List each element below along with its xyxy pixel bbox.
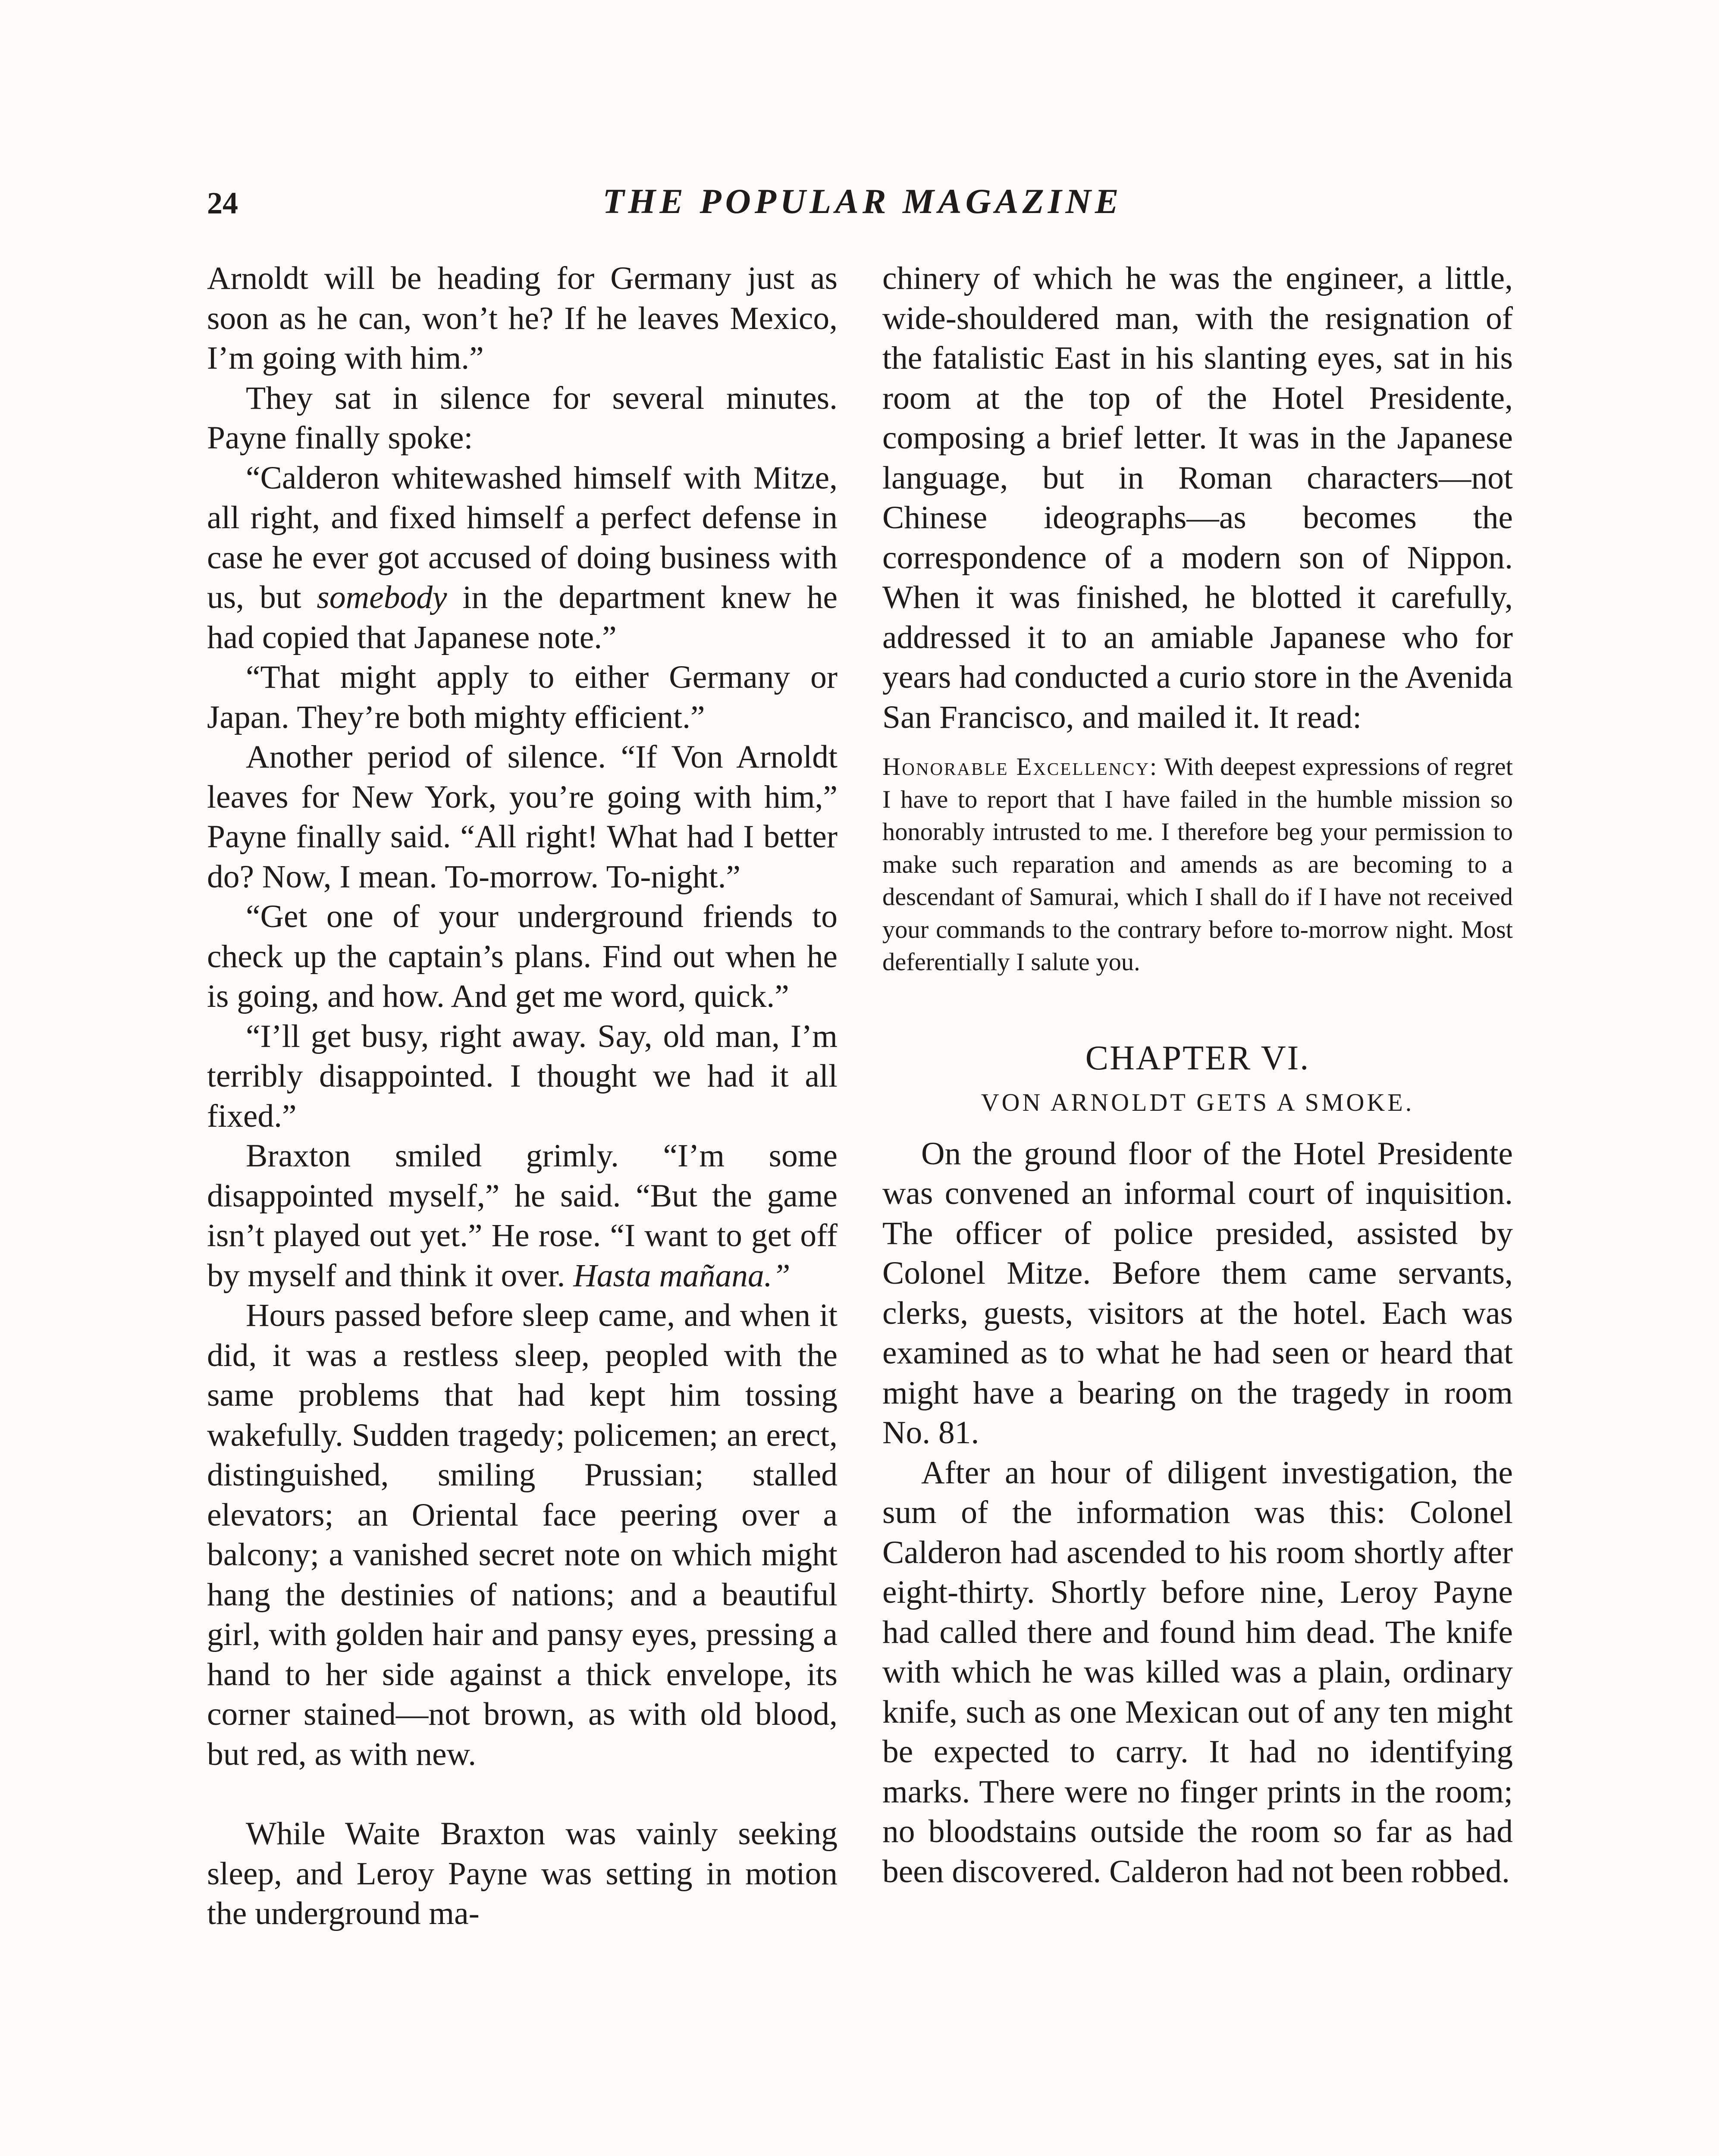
text-run: “Calderon whitewashed himself with Mitze, all right, and fixed himself a perfect defense in case he ever got accused of doing business with us, but	[207, 460, 838, 615]
letter-body: With deepest expressions of regret I have to report that I have failed in the humble mission so honorably intrusted to me. I therefore beg your permission to make such reparation and amends as are becoming to a descendant of Samurai, which I shall do if I have not received your commands to the contrary before to-morrow night. Most deferentially I salute you.	[882, 752, 1513, 976]
text-run: in the department knew he had copied that Japanese note.”	[207, 580, 838, 655]
text-run: Braxton smiled grimly. “I’m some disappointed myself,” he said. “But the game isn’t played out yet.” He rose. “I want to get off by myself and think it over.	[207, 1138, 838, 1294]
paragraph: “I’ll get busy, right away. Say, old man, I’m terribly disappointed. I thought we had it all fixed.”	[207, 1018, 838, 1134]
chapter-title: CHAPTER VI.	[1085, 1039, 1310, 1077]
paragraph: Arnoldt will be heading for Germany just as soon as he can, won’t he? If he leaves Mexico, I’m going with him.”	[207, 260, 838, 376]
quoted-letter	[882, 750, 1513, 978]
paragraph: While Waite Braxton was vainly seeking sleep, and Leroy Payne was setting in motion the underground ma-	[207, 1816, 838, 1931]
emphasis-text: somebody	[317, 580, 447, 615]
paragraph: Hours passed before sleep came, and when it did, it was a restless sleep, peopled with the same problems that had kept him tossing wakefully. Sudden tragedy; policemen; an erect, distinguished, smiling Prussian; stalled elevators; an Oriental face peering over a balcony; a vanished secret note on which might hang the destinies of nations; and a beautiful girl, with golden hair and pansy eyes, pressing a hand to her side against a thick envelope, its corner stained—not brown, as with old blood, but red, as with new.	[207, 1297, 838, 1772]
page-header	[207, 181, 1518, 237]
paragraph: They sat in silence for several minutes. Payne finally spoke:	[207, 380, 838, 456]
paragraph: chinery of which he was the engineer, a little, wide-shouldered man, with the resignation of the fatalistic East in his slanting eyes, sat in his room at the top of the Hotel Presidente, composing a brief letter. It was in the Japanese language, but in Roman characters—not Chinese ideographs—as becomes the correspondence of a modern son of Nippon. When it was finished, he blotted it carefully, addressed it to an amiable Japanese who for years had conducted a curio store in the Avenida San Francisco, and mailed it. It read:	[882, 260, 1513, 735]
paragraph	[207, 458, 838, 658]
paragraph: Another period of silence. “If Von Arnoldt leaves for New York, you’re going with him,” Payne finally said. “All right! What had I better do? Now, I mean. To-morrow. To-night.”	[207, 739, 838, 895]
page-number: 24	[207, 186, 238, 220]
paragraph: “That might apply to either Germany or Japan. They’re both mighty efficient.”	[207, 659, 838, 735]
letter-salutation: Honorable Excellency:	[882, 752, 1158, 780]
chapter-subtitle: VON ARNOLDT GETS A SMOKE.	[981, 1088, 1415, 1116]
running-title: THE POPULAR MAGAZINE	[602, 182, 1123, 221]
right-column	[882, 259, 1513, 1892]
paragraph	[207, 1136, 838, 1296]
paragraph: On the ground floor of the Hotel Presidente was convened an informal court of inquisition. The officer of police presided, assisted by Colonel Mitze. Before them came servants, clerks, guests, visitors at the hotel. Each was examined as to what he had seen or heard that might have a bearing on the tragedy in room No. 81.	[882, 1135, 1513, 1451]
emphasis-text: Hasta mañana.”	[573, 1257, 790, 1294]
left-column	[207, 259, 838, 1934]
paragraph: “Get one of your underground friends to check up the captain’s plans. Find out when he is going, and how. And get me word, quick.”	[207, 899, 838, 1014]
paragraph: After an hour of diligent investigation, the sum of the information was this: Colonel Calderon had ascended to his room shortly after eight-thirty. Shortly before nine, Leroy Payne had called there and found him dead. The knife with which he was killed was a plain, ordinary knife, such as one Mexican out of any ten might be expected to carry. It had no identifying marks. There were no finger prints in the room; no bloodstains outside the room so far as had been discovered. Calderon had not been robbed.	[882, 1454, 1513, 1890]
